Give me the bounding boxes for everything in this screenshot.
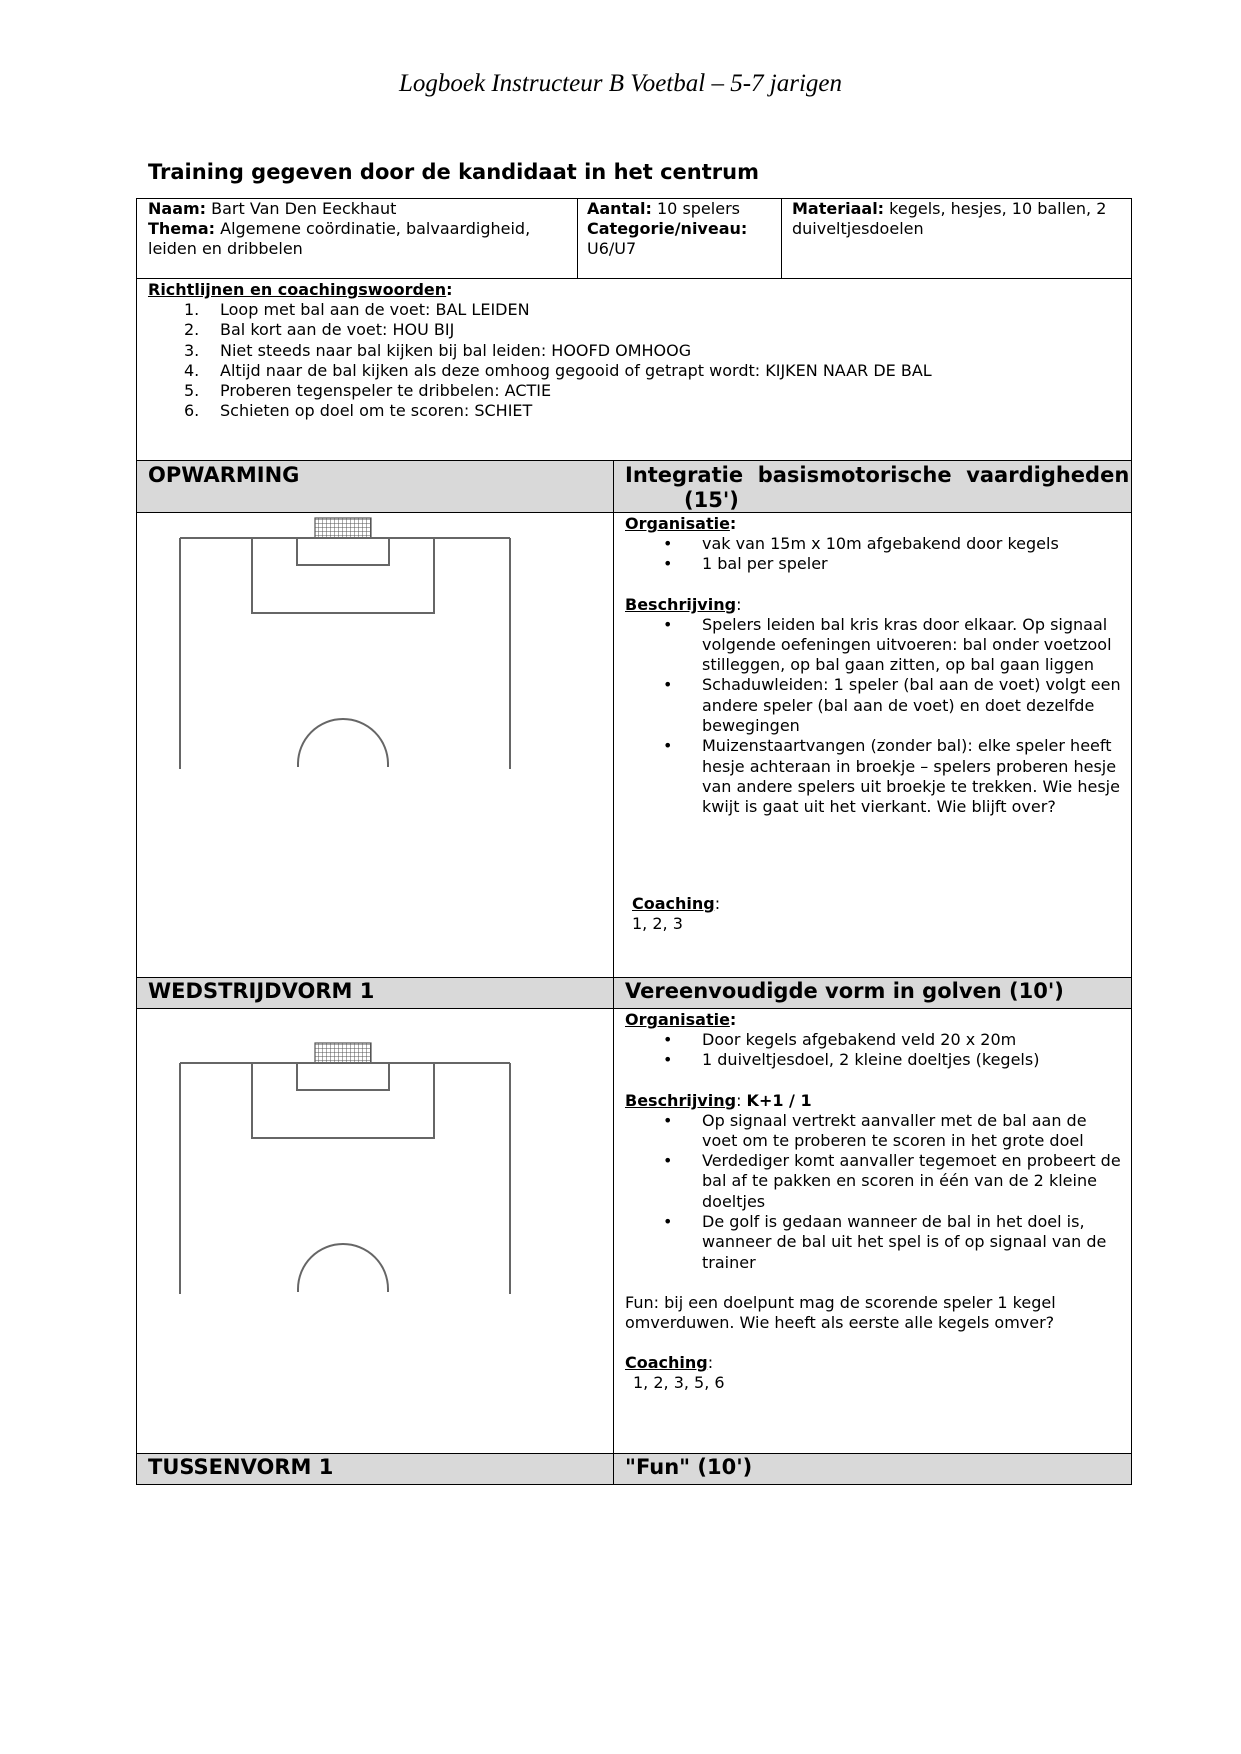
bullet-icon: • xyxy=(663,1030,673,1049)
coaching-value: 1, 2, 3 xyxy=(632,914,683,933)
bullet-icon: • xyxy=(663,1151,673,1171)
list-number: 5. xyxy=(184,381,200,401)
opwarming-content: Organisatie: • vak van 15m x 10m afgebakend door kegels • 1 bal per speler Beschrijving: • Spelers leiden bal kris kras door elkaar. Op signaal volgende oefeningen uitvoeren: bal onder voetzool stilleggen, op bal gaan zitten, op bal gaan liggen • Schaduwleiden: 1 speler (bal aan de voet) volgt een andere speler (bal aan de voet) en doet dezelfde bewegingen • Muizenstaartvangen (zonder bal): elke speler heeft hesje achteraan in broekje – spelers proberen hesje van andere spelers uit broekje te trekken. Wie hesje kwijt is gaat uit het vierkant. Wie blijft over? xyxy=(625,514,1125,818)
list-item xyxy=(148,361,1128,381)
list-text: vak van 15m x 10m afgebakend door kegels xyxy=(702,534,1059,553)
list-text: 1 duiveltjesdoel, 2 kleine doeltjes (kegels) xyxy=(702,1050,1040,1070)
bullet-icon: • xyxy=(663,1212,673,1232)
richtlijnen-colon: : xyxy=(446,280,453,299)
bullet-icon: • xyxy=(663,614,673,634)
info-naam-thema xyxy=(148,199,568,259)
list-text: Loop met bal aan de voet: BAL LEIDEN xyxy=(220,300,530,319)
opwarming-title-line1: Integratie basismotorische vaardigheden xyxy=(625,463,1130,487)
beschrijving-label: Beschrijving xyxy=(625,594,737,614)
list-text: De golf is gedaan wanneer de bal in het doel is, wanneer de bal uit het spel is of op signaal van de trainer xyxy=(702,1212,1107,1272)
wedstrijdvorm-label: WEDSTRIJDVORM 1 xyxy=(148,979,375,1003)
tussenvorm-label: TUSSENVORM 1 xyxy=(148,1455,334,1479)
list-item xyxy=(625,1030,1125,1050)
opwarming-coaching: Coaching: 1, 2, 3 xyxy=(632,894,1122,934)
list-item xyxy=(148,320,1128,340)
list-text: 1 bal per speler xyxy=(702,554,828,574)
list-item xyxy=(625,675,1125,736)
row-divider xyxy=(136,1008,1132,1009)
info-materiaal xyxy=(792,199,1127,239)
list-item xyxy=(625,1050,1125,1070)
beschrijving-label: Beschrijving xyxy=(625,1090,737,1110)
wedstrijdvorm-title: Vereenvoudigde vorm in golven (10') xyxy=(625,979,1064,1003)
list-item xyxy=(625,736,1125,817)
list-number: 3. xyxy=(184,340,200,360)
list-text: Proberen tegenspeler te dribbelen: ACTIE xyxy=(220,381,552,401)
thema-label: Thema: xyxy=(148,219,216,238)
bullet-icon: • xyxy=(663,534,673,553)
football-pitch-icon xyxy=(170,1040,520,1295)
list-text: Verdediger komt aanvaller tegemoet en probeert de bal af te pakken en scoren in één van de 2 kleine doeltjes xyxy=(702,1151,1121,1211)
organisatie-label: Organisatie xyxy=(625,1010,730,1029)
bullet-icon: • xyxy=(663,554,673,574)
aantal-label: Aantal: xyxy=(587,199,652,218)
categorie-label: Categorie/niveau: xyxy=(587,219,748,238)
materiaal-label: Materiaal: xyxy=(792,199,885,218)
info-aantal-categorie xyxy=(587,199,777,259)
beschrijving-suffix: K+1 / 1 xyxy=(746,1090,812,1110)
bullet-icon: • xyxy=(663,1110,673,1130)
categorie-value: U6/U7 xyxy=(587,239,637,258)
opwarming-label: OPWARMING xyxy=(148,463,300,487)
list-number: 1. xyxy=(184,300,200,319)
page-header-title: Logboek Instructeur B Voetbal – 5-7 jarigen xyxy=(399,70,842,97)
list-number: 2. xyxy=(184,320,200,340)
thema-value: Algemene coördinatie, balvaardigheid, leiden en dribbelen xyxy=(148,219,531,258)
materiaal-value: kegels, hesjes, 10 ballen, 2 duiveltjesdoelen xyxy=(792,199,1107,238)
list-number: 4. xyxy=(184,360,200,380)
list-item xyxy=(625,615,1125,676)
list-item xyxy=(625,1212,1125,1273)
organisatie-label: Organisatie xyxy=(625,514,730,533)
naam-value: Bart Van Den Eeckhaut xyxy=(206,199,397,218)
list-item xyxy=(148,401,1128,421)
wedstrijdvorm-content: Organisatie: • Door kegels afgebakend veld 20 x 20m • 1 duiveltjesdoel, 2 kleine doeltjes (kegels) Beschrijving: K+1 / 1 • Op signaal vertrekt aanvaller met de bal aan de voet om te proberen te scoren in het grote doel • Verdediger komt aanvaller tegemoet en probeert de bal af te pakken en scoren in één van de 2 kleine doeltjes • De golf is gedaan wanneer de bal in het doel is, wanneer de bal uit het spel is of op signaal van de trainer Fun: bij een doelpunt mag de scorende speler 1 kegel omverduwen. Wie heeft als eerste alle kegels omver? Coaching: 1, 2, 3, 5, 6 xyxy=(625,1010,1125,1393)
football-pitch-icon xyxy=(170,515,520,770)
row-divider xyxy=(136,512,1132,513)
row-divider xyxy=(136,977,1132,978)
tussenvorm-title: "Fun" (10') xyxy=(625,1455,753,1479)
list-text: Spelers leiden bal kris kras door elkaar. Op signaal volgende oefeningen uitvoeren: bal onder voetzool stilleggen, op bal gaan zitten, op bal gaan liggen xyxy=(702,614,1112,675)
list-item xyxy=(625,554,1125,574)
naam-label: Naam: xyxy=(148,199,207,218)
list-text: Op signaal vertrekt aanvaller met de bal aan de voet om te proberen te scoren in het grote doel xyxy=(702,1110,1087,1150)
bullet-icon: • xyxy=(663,1050,673,1070)
list-item xyxy=(148,381,1128,401)
list-text: Bal kort aan de voet: HOU BIJ xyxy=(220,320,455,340)
row-divider xyxy=(136,1453,1132,1454)
richtlijnen-list xyxy=(148,300,1128,422)
bullet-icon: • xyxy=(663,675,673,695)
list-item xyxy=(625,534,1125,554)
coaching-value: 1, 2, 3, 5, 6 xyxy=(633,1372,725,1392)
list-text: Altijd naar de bal kijken als deze omhoog gegooid of getrapt wordt: KIJKEN NAAR DE BAL xyxy=(220,360,932,380)
aantal-value: 10 spelers xyxy=(651,199,740,218)
list-item xyxy=(148,341,1128,361)
fun-text: Fun: bij een doelpunt mag de scorende speler 1 kegel omverduwen. Wie heeft als eerste alle kegels omver? xyxy=(625,1292,1056,1332)
bullet-icon: • xyxy=(663,736,673,756)
info-col-divider-2 xyxy=(781,198,782,278)
opwarming-title-line2: (15') xyxy=(684,488,739,512)
richtlijnen-title: Richtlijnen en coachingswoorden xyxy=(148,280,447,299)
info-col-divider-1 xyxy=(577,198,578,278)
list-item xyxy=(148,300,1128,320)
list-text: Muizenstaartvangen (zonder bal): elke speler heeft hesje achteraan in broekje – spelers proberen hesje van andere spelers uit broekje te trekken. Wie hesje kwijt is gaat uit het vierkant. Wie blijft over? xyxy=(702,736,1120,817)
list-text: Niet steeds naar bal kijken bij bal leiden: HOOFD OMHOOG xyxy=(220,340,692,360)
list-text: Schieten op doel om te scoren: SCHIET xyxy=(220,401,533,421)
list-text: Door kegels afgebakend veld 20 x 20m xyxy=(702,1030,1017,1049)
list-text: Schaduwleiden: 1 speler (bal aan de voet) volgt een andere speler (bal aan de voet) en doet dezelfde bewegingen xyxy=(702,675,1121,736)
info-row-divider xyxy=(136,278,1132,279)
exercise-col-divider xyxy=(613,460,614,1485)
list-number: 6. xyxy=(184,401,200,421)
coaching-label: Coaching xyxy=(625,1352,708,1372)
list-item xyxy=(625,1151,1125,1212)
coaching-label: Coaching xyxy=(632,894,715,913)
list-item xyxy=(625,1111,1125,1152)
richtlijnen-block xyxy=(148,280,1128,422)
section-title: Training gegeven door de kandidaat in het centrum xyxy=(148,160,759,184)
